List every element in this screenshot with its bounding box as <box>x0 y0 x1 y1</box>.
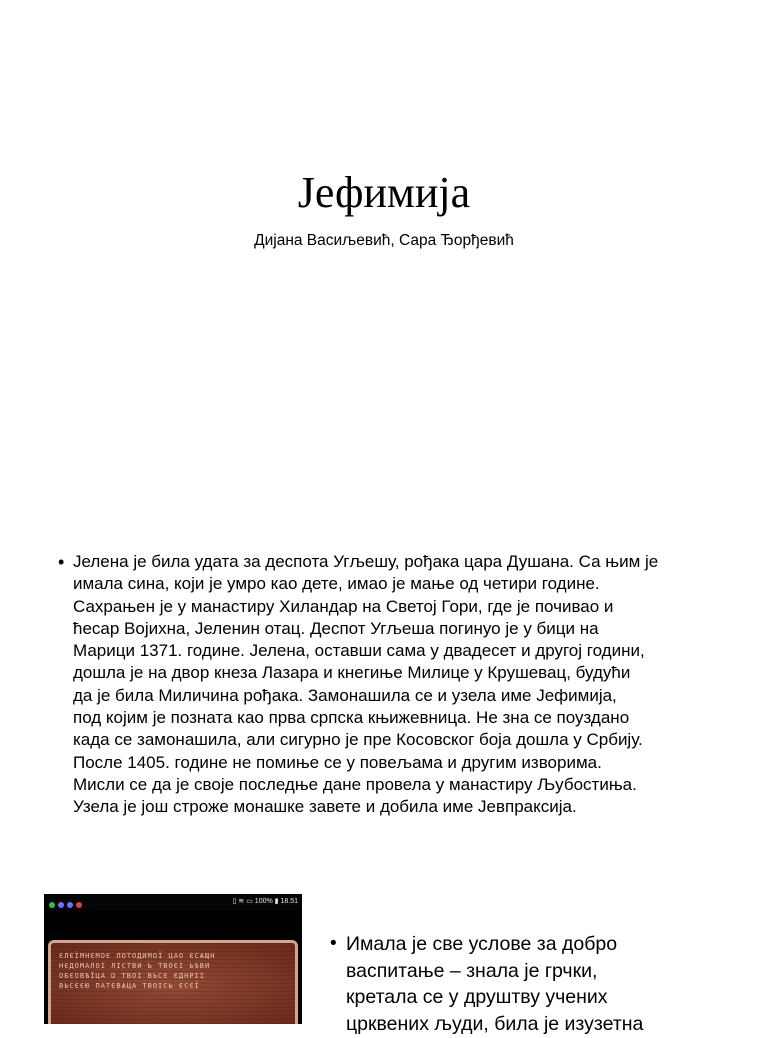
wifi-icon: ≋ <box>238 898 245 905</box>
battery-icon: ▭ <box>246 898 253 905</box>
inscription-line: НЄДОМАЛОІ ЛІСТВИ Ь ТВОЄІ ЬѢВИ <box>59 962 211 970</box>
mail-icon <box>76 902 82 908</box>
sim-icon: ▯ <box>232 898 237 905</box>
status-right <box>233 894 298 910</box>
inscription-line: ВЬСЄЄЮ ПАТЄВѦЦА ТВОІСЬ ЄСЄЇ <box>59 982 200 990</box>
inscription-line: ЄЛЄЇМНЄМОЄ ЛОТОДИМОЇ ЦАО ЄСѦЩН <box>59 952 216 960</box>
app-dot-icon <box>49 902 55 908</box>
upbringing-text: Имала је све услове за добро васпитање – знала је грчки, кретала се у друштву учених црквених људи, била је изузетна <box>346 933 644 1036</box>
embroidered-textile <box>48 940 298 1024</box>
bullet-marker: • <box>330 933 337 954</box>
biography-bullet <box>58 551 738 819</box>
battery-percent: 100% <box>254 898 273 905</box>
battery-icon-fill: ▮ <box>274 898 279 905</box>
inscription-line: ОБЄОВѢЇЦА Ѡ ТВОІ ВЬСЄ ЄДНРІІ <box>59 972 205 980</box>
app-dot-icon <box>67 902 73 908</box>
embroidery-photo <box>44 894 302 1024</box>
biography-text: Јелена је била удата за деспота Угљешу, рођака цара Душана. Са њим је имала сина, који је умро као дете, имао је мање од четири године. Сахрањен је у манастиру Хиландар на Светој Гори, где је почивао и ћесар Војихна, Јеленин отац. Деспот Угљеша погинуо је у бици на Марици 1371. године. Јелена, оставши сама у двадесет и другој години, дошла је на двор кнеза Лазара и кнегиње Милице у Крушевац, будући да је била Миличина рођака. Замонашила се и узела име Јефимија, под којим је позната као прва српска књижевница. Не зна се поуздано када се замонашила, али сигурно је пре Косовског боја дошла у Србију. После 1405. године не помиње се у повељама и другим изворима. Мисли се да је своје последње дане провела у манастиру Љубостиња. Узела је још строже монашке завете и добила име Јевпраксија. <box>73 552 659 817</box>
notification-dots <box>49 899 85 915</box>
app-dot-icon <box>58 902 64 908</box>
status-time: 18.51 <box>280 898 298 905</box>
upbringing-bullet <box>330 931 690 1038</box>
bullet-marker: • <box>58 552 65 572</box>
slide-subtitle: Дијана Васиљевић, Сара Ђорђевић <box>254 232 514 249</box>
phone-status-bar <box>44 894 302 910</box>
embroidered-inscription <box>59 951 287 991</box>
slide-title: Јефимија <box>297 168 471 217</box>
